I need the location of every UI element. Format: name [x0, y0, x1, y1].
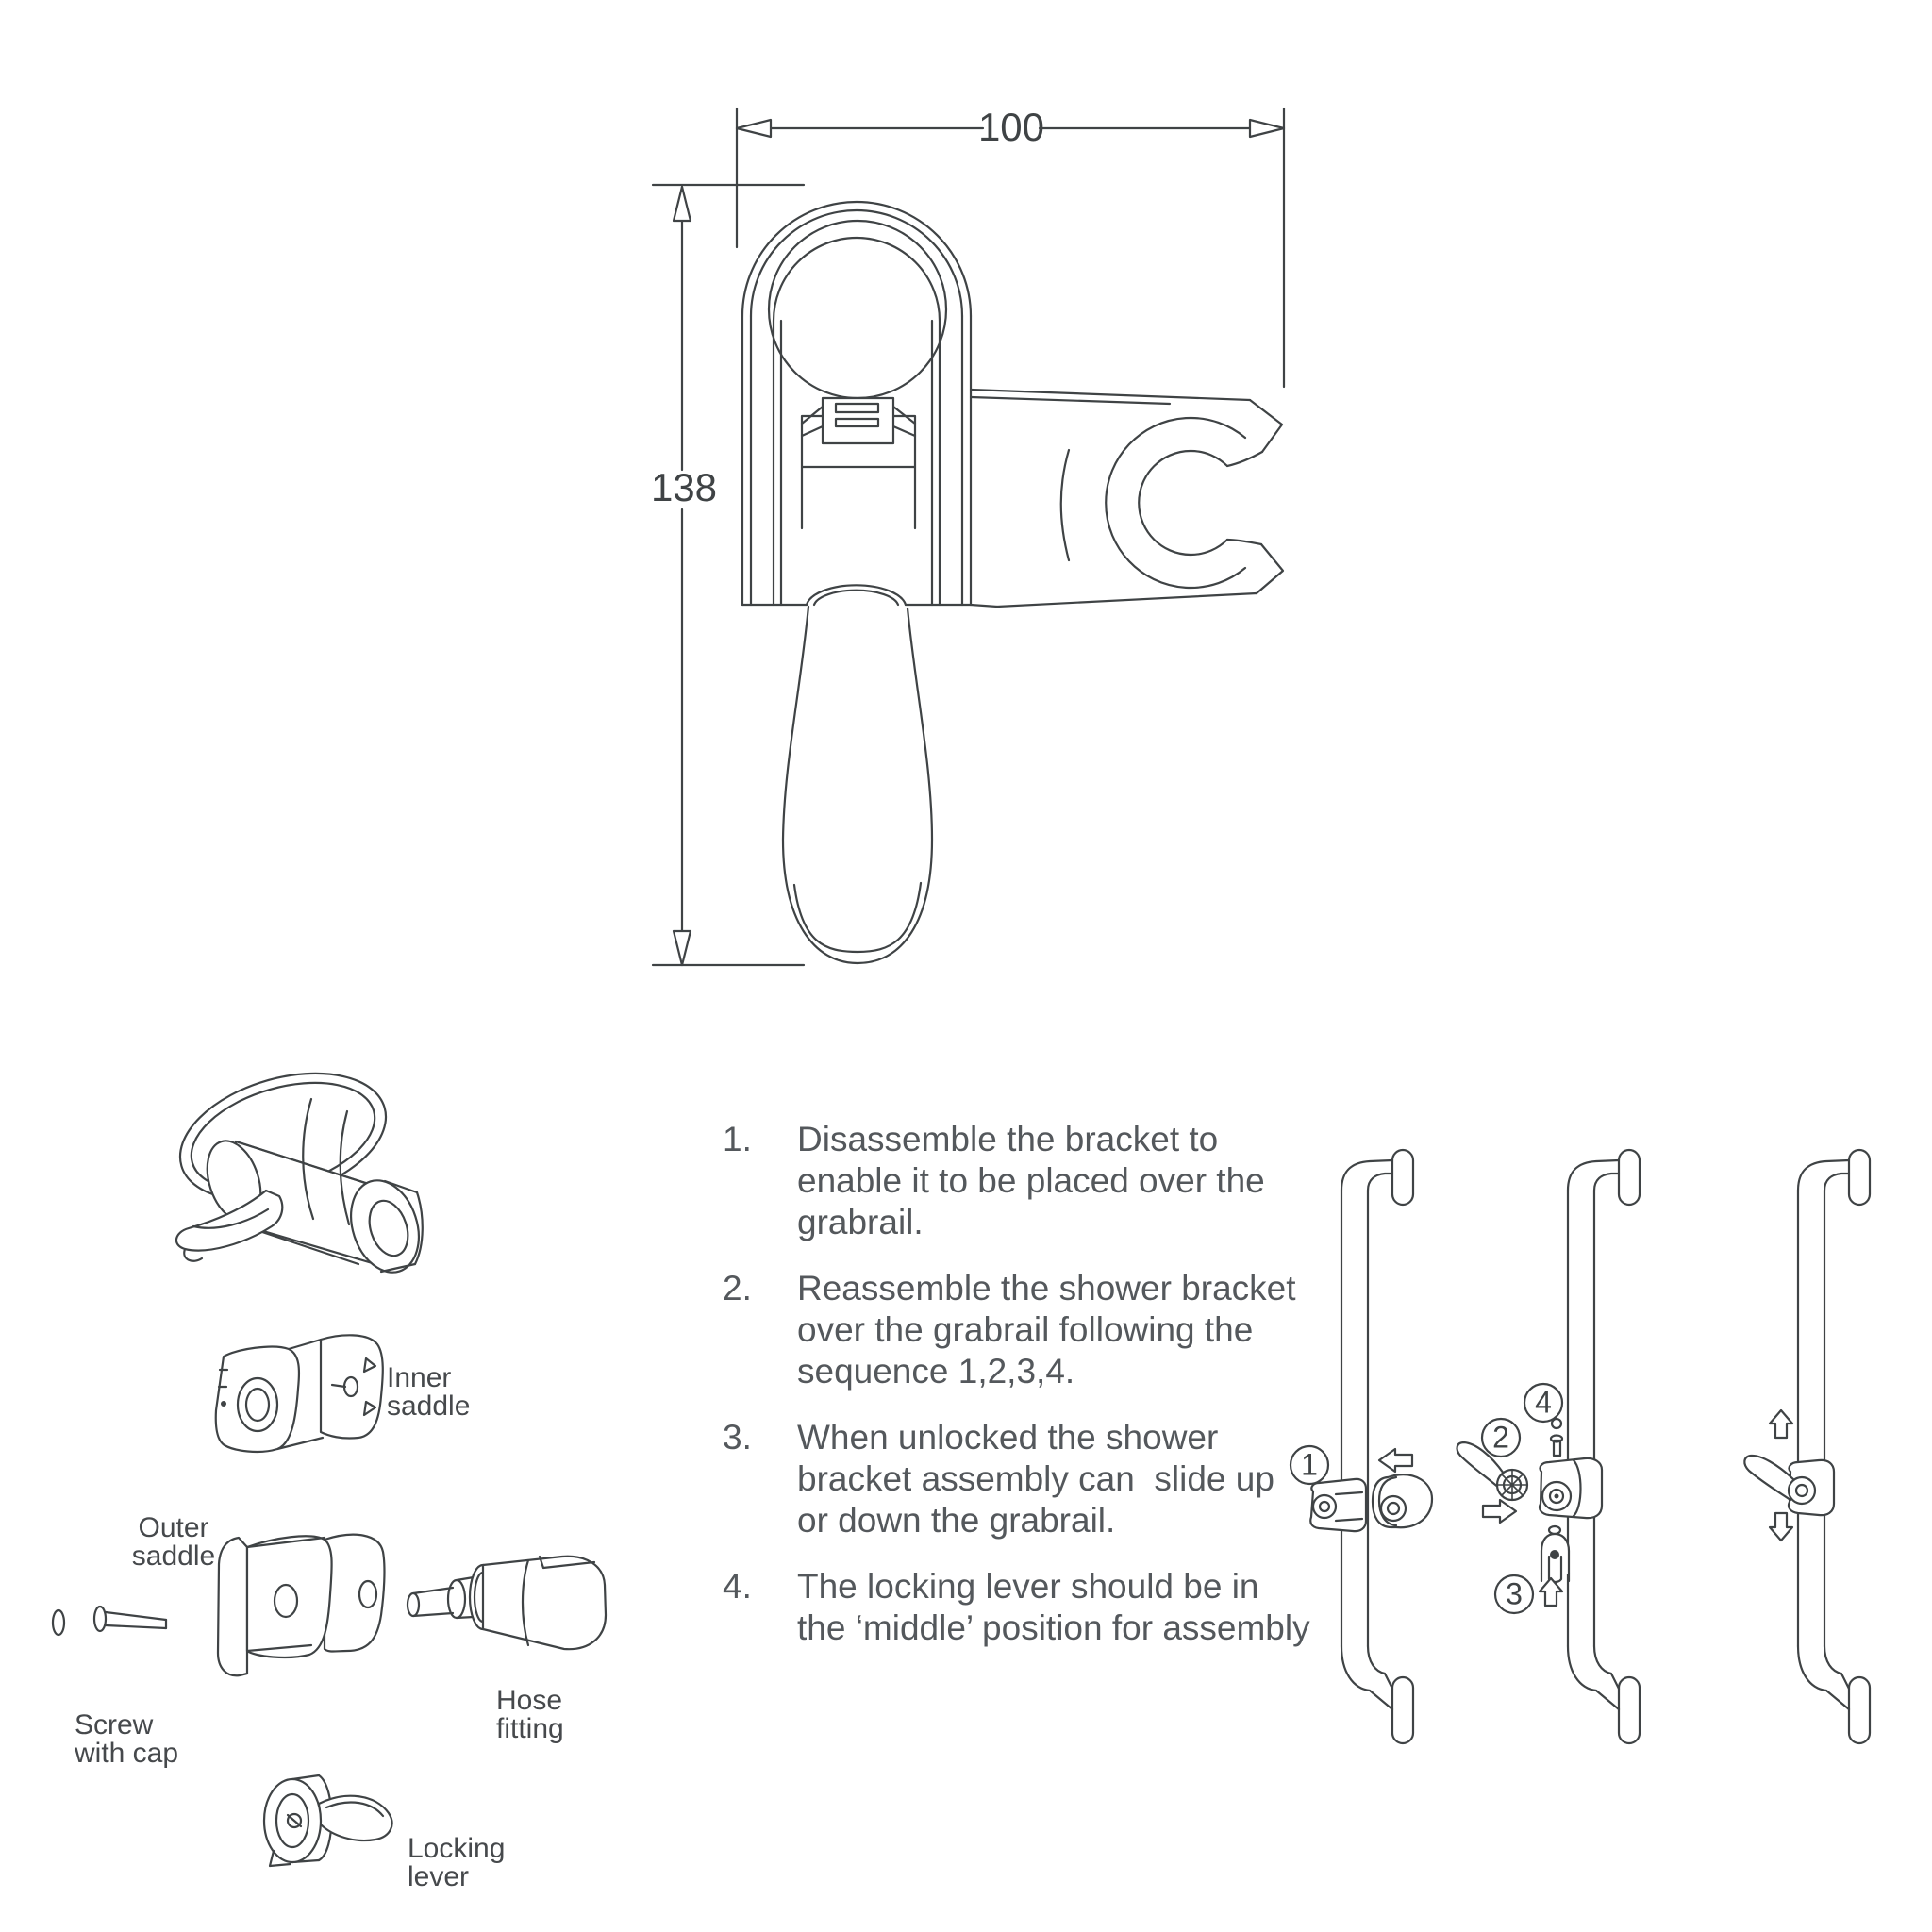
locking-lever-part — [264, 1775, 392, 1866]
locking-lever-installed — [1744, 1456, 1793, 1500]
fitting-body — [483, 1557, 606, 1649]
clamp-inner-arch — [774, 238, 940, 321]
outer-saddle-part — [218, 1535, 384, 1676]
arrowhead-down-icon — [674, 931, 691, 965]
hose-fitting-label-line1: Hose — [496, 1685, 563, 1716]
callout-step3-number: 3 — [1506, 1576, 1523, 1611]
width-dimension-value: 100 — [977, 105, 1045, 150]
arrow-right-icon — [1483, 1500, 1516, 1523]
locking-lever-label-line1: Locking — [408, 1833, 506, 1864]
cup-back-edge — [1061, 450, 1069, 560]
outer-saddle-face — [247, 1536, 332, 1657]
lever-handle-outline — [783, 607, 932, 963]
instruction-text: The locking lever should be in the ‘middle’ position for assembly — [797, 1567, 1310, 1647]
holder-arm-bottom — [997, 593, 1257, 607]
instruction-item-4 — [723, 1566, 1326, 1649]
instruction-number: 4. — [723, 1567, 752, 1606]
callout-step1-number: 1 — [1301, 1447, 1318, 1482]
lever-dome — [807, 585, 906, 605]
callout-step2-number: 2 — [1492, 1420, 1509, 1455]
screw-shaft-bottom — [106, 1625, 166, 1628]
inner-saddle-label-line1: Inner — [387, 1362, 452, 1393]
outer-saddle-band — [218, 1538, 247, 1675]
inner-saddle-front-plate — [216, 1347, 299, 1452]
instruction-number: 1. — [723, 1120, 752, 1158]
bracket-front-view-drawing — [742, 202, 1283, 963]
grabrail-hole-circle — [769, 221, 946, 398]
instruction-number: 2. — [723, 1269, 752, 1307]
lever-band-face — [264, 1779, 321, 1862]
spigot-tip — [408, 1593, 419, 1616]
clip-lower-jaw — [1257, 544, 1283, 593]
clip-inner-c — [1139, 451, 1227, 555]
grabrail-figure-2 — [1457, 1150, 1640, 1743]
rail-bottom-flange — [1619, 1677, 1640, 1743]
arrowhead-up-icon — [674, 187, 691, 221]
instruction-text: Reassemble the shower bracket over the grabrail following the sequence 1,2,3,4. — [797, 1269, 1296, 1391]
callout-step4-number: 4 — [1535, 1385, 1552, 1420]
clip-outer-c — [1106, 418, 1245, 588]
lever-handle-rim — [794, 883, 921, 952]
arrowhead-right-icon — [1250, 120, 1284, 137]
latch-plate — [823, 398, 893, 443]
hose-fitting-knob — [1549, 1526, 1560, 1534]
rail-bottom-flange — [1392, 1677, 1413, 1743]
screw-head — [94, 1607, 106, 1631]
hose-fitting-part — [408, 1557, 606, 1649]
assembled-bracket-isometric — [165, 1052, 430, 1282]
instruction-item-1 — [723, 1119, 1326, 1243]
instruction-number: 3. — [723, 1418, 752, 1457]
arrow-down-icon — [1770, 1513, 1792, 1541]
instruction-text: When unlocked the shower bracket assembly can slide up or down the grabrail. — [797, 1418, 1274, 1540]
rail-top-flange — [1392, 1150, 1413, 1205]
screw-cap-small — [1552, 1419, 1561, 1428]
assembly-instructions-list — [723, 1119, 1326, 1674]
rail-bottom-flange — [1849, 1677, 1870, 1743]
arrow-left-icon — [1379, 1449, 1412, 1472]
screw-with-cap-label-line2: with cap — [75, 1738, 179, 1769]
screw-with-cap-label-line1: Screw — [75, 1709, 154, 1740]
rail-top-flange — [1619, 1150, 1640, 1205]
outer-saddle-label-line2: saddle — [131, 1541, 216, 1572]
inner-saddle-part — [216, 1335, 383, 1452]
hose-fitting-label-line2: fitting — [496, 1713, 564, 1744]
spigot-step — [448, 1580, 465, 1618]
height-dimension-value: 138 — [650, 465, 718, 510]
inner-saddle-label-line2: saddle — [387, 1391, 471, 1422]
arrowhead-left-icon — [737, 120, 771, 137]
instruction-item-3 — [723, 1417, 1326, 1541]
clip-upper-jaw — [1250, 400, 1282, 452]
dimension-lines — [651, 105, 1284, 965]
inner-saddle-back-plate — [321, 1335, 383, 1438]
instruction-text: Disassemble the bracket to enable it to be placed over the grabrail. — [797, 1120, 1265, 1241]
screw-with-cap-part — [53, 1607, 166, 1635]
screw-shaft-top — [106, 1612, 166, 1620]
rail-top-flange — [1849, 1150, 1870, 1205]
screw-cap — [53, 1610, 64, 1635]
instruction-item-2 — [723, 1268, 1326, 1392]
locking-lever-label-line2: lever — [408, 1861, 470, 1892]
arrow-up-icon — [1770, 1410, 1792, 1438]
outer-saddle-label-line1: Outer — [138, 1512, 209, 1543]
grabrail-figure-3 — [1744, 1150, 1870, 1743]
